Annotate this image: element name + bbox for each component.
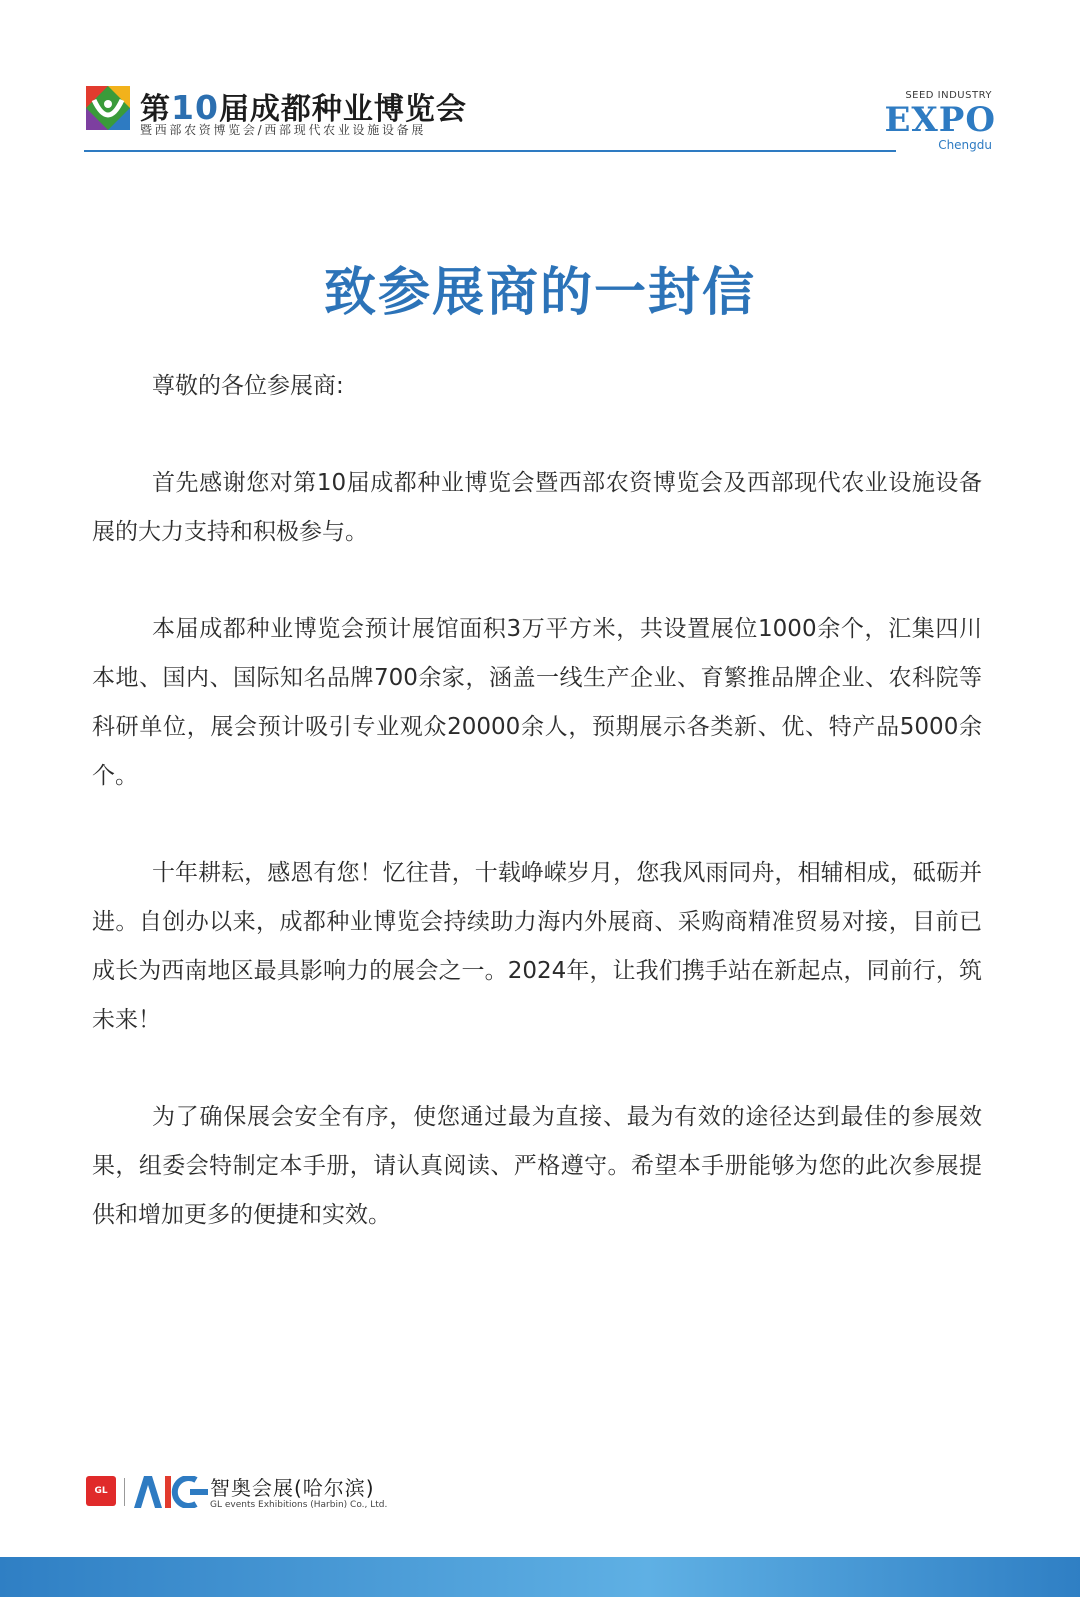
aice-logo-icon [134, 1476, 208, 1508]
organizer-logo [86, 1472, 406, 1526]
expo-title: 第10届成都种业博览会 [140, 88, 467, 127]
letter-title: 致参展商的一封信 [323, 263, 756, 323]
letter-body [92, 362, 982, 1288]
expo-subtitle: 暨西部农资博览会/西部现代农业设施设备展 [140, 123, 427, 137]
header-divider [84, 150, 896, 152]
organizer-name-cn: 智奥会展(哈尔滨) [210, 1476, 375, 1500]
seed-industry-label: SEED INDUSTRY [905, 90, 992, 101]
expo-wordmark: EXPO [884, 100, 996, 140]
letter-paragraph: 本届成都种业博览会预计展馆面积3万平方米，共设置展位1000余个，汇集四川本地、国内、国际知名品牌700余家，涵盖一线生产企业、育繁推品牌企业、农科院等科研单位，展会预计吸引专业观众20000余人，预期展示各类新、优、特产品5000余个。 [92, 616, 982, 789]
footer-color-bar [0, 1557, 1080, 1597]
page-header [0, 0, 1080, 160]
letter-paragraph: 为了确保展会安全有序，使您通过最为直接、最为有效的途径达到最佳的参展效果，组委会特制定本手册，请认真阅读、严格遵守。希望本手册能够为您的此次参展提供和增加更多的便捷和实效。 [92, 1104, 982, 1228]
letter-paragraph: 十年耕耘，感恩有您！忆往昔，十载峥嵘岁月，您我风雨同舟，相辅相成，砥砺并进。自创办以来，成都种业博览会持续助力海内外展商、采购商精准贸易对接，目前已成长为西南地区最具影响力的展会之一。2024年，让我们携手站在新起点，同前行，筑未来！ [92, 860, 982, 1033]
logo-separator [124, 1478, 125, 1506]
expo-emblem-icon [86, 86, 130, 130]
letter-paragraph: 首先感谢您对第10届成都种业博览会暨西部农资博览会及西部现代农业设施设备展的大力支持和积极参与。 [92, 470, 982, 545]
chengdu-label: Chengdu [938, 138, 992, 152]
letter-greeting: 尊敬的各位参展商: [152, 373, 344, 399]
gl-events-logo-icon: GL events [86, 1476, 116, 1506]
organizer-name-en: GL events Exhibitions (Harbin) Co., Ltd. [210, 1500, 388, 1510]
